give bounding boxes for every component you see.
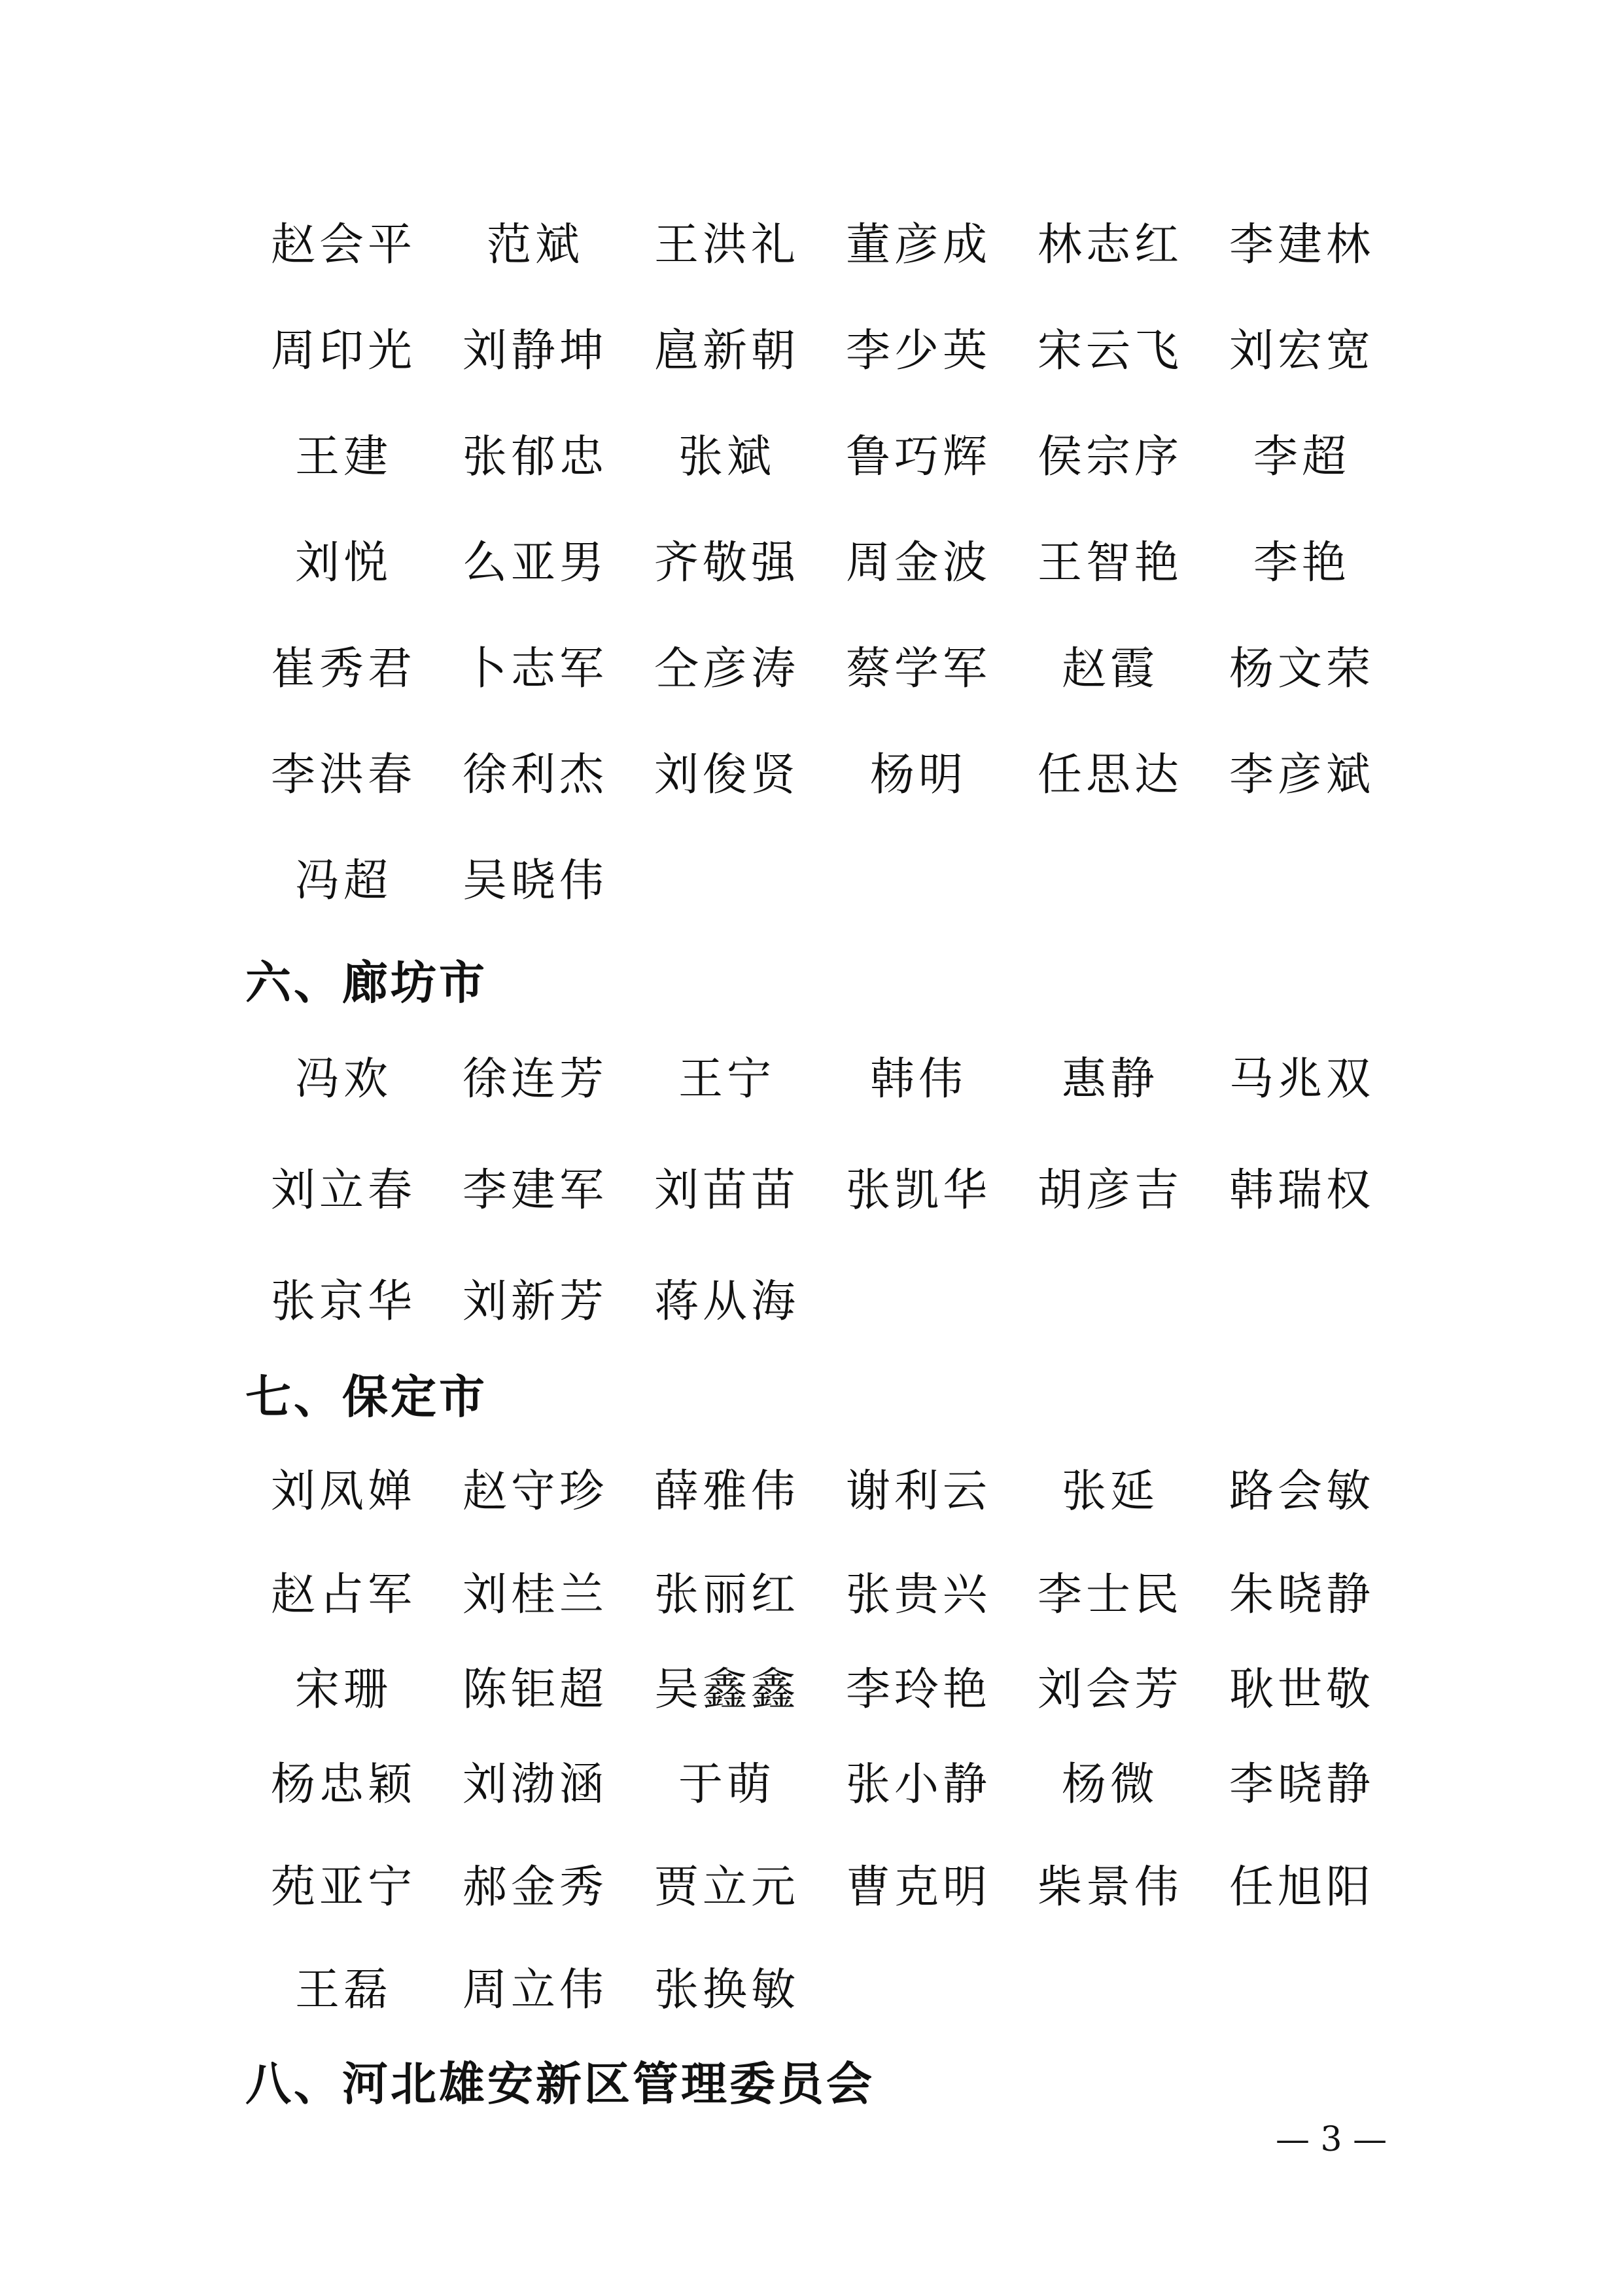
name-entry: 王宁 <box>678 1053 775 1105</box>
name-entry: 周立伟 <box>462 1964 608 2016</box>
name-entry: 李晓静 <box>1229 1759 1374 1810</box>
name-row <box>249 319 1426 384</box>
name-entry: 仝彦涛 <box>654 643 799 695</box>
page-number: — 3 — <box>1276 2120 1387 2159</box>
name-entry: 曹克明 <box>845 1862 991 1913</box>
name-row <box>249 849 1426 914</box>
name-entry: 张换敏 <box>654 1964 799 2016</box>
name-entry: 冯超 <box>294 855 392 907</box>
name-entry: 徐利杰 <box>462 749 608 801</box>
name-entry: 侯宗序 <box>1037 431 1183 483</box>
name-row <box>249 1855 1426 1920</box>
name-entry: 耿世敬 <box>1229 1664 1374 1716</box>
name-entry: 张斌 <box>678 431 775 483</box>
name-entry: 刘俊贤 <box>654 749 799 801</box>
name-entry: 路会敏 <box>1229 1466 1374 1517</box>
name-entry: 薛雅伟 <box>654 1466 799 1517</box>
name-entry: 胡彦吉 <box>1037 1165 1183 1216</box>
name-entry: 吴晓伟 <box>462 855 608 907</box>
name-entry: 张贵兴 <box>845 1569 991 1621</box>
name-entry: 朱晓静 <box>1229 1569 1374 1621</box>
name-row <box>249 531 1426 596</box>
name-row <box>249 1459 1426 1525</box>
name-row <box>249 1657 1426 1723</box>
name-entry: 韩伟 <box>869 1053 967 1105</box>
name-entry: 蒋从海 <box>654 1276 799 1328</box>
name-entry: 吴鑫鑫 <box>654 1664 799 1716</box>
name-entry: 柴景伟 <box>1037 1862 1183 1913</box>
name-entry: 任思达 <box>1037 749 1183 801</box>
name-entry: 冯欢 <box>294 1053 392 1105</box>
name-entry: 王洪礼 <box>654 219 799 271</box>
name-entry: 郝金秀 <box>462 1862 608 1913</box>
name-entry: 宋云飞 <box>1037 325 1183 377</box>
name-entry: 李建林 <box>1229 219 1374 271</box>
name-row <box>249 213 1426 278</box>
name-entry: 刘静坤 <box>462 325 608 377</box>
name-row <box>249 1752 1426 1818</box>
name-entry: 徐连芳 <box>462 1053 608 1105</box>
name-row <box>249 425 1426 490</box>
name-entry: 杨忠颖 <box>270 1759 416 1810</box>
name-entry: 王磊 <box>294 1964 392 2016</box>
name-entry: 李超 <box>1253 431 1350 483</box>
section-heading-baoding: 七、保定市 <box>245 1369 487 1424</box>
name-entry: 宋珊 <box>294 1664 392 1716</box>
name-entry: 赵占军 <box>270 1569 416 1621</box>
name-entry: 扈新朝 <box>654 325 799 377</box>
name-entry: 张凯华 <box>845 1165 991 1216</box>
name-entry: 刘宏宽 <box>1229 325 1374 377</box>
name-entry: 苑亚宁 <box>270 1862 416 1913</box>
name-entry: 李士民 <box>1037 1569 1183 1621</box>
name-entry: 刘会芳 <box>1037 1664 1183 1716</box>
name-entry: 李建军 <box>462 1165 608 1216</box>
name-entry: 贾立元 <box>654 1862 799 1913</box>
name-entry: 杨文荣 <box>1229 643 1374 695</box>
name-entry: 刘渤涵 <box>462 1759 608 1810</box>
name-entry: 李洪春 <box>270 749 416 801</box>
name-row <box>249 1958 1426 2023</box>
name-row <box>249 1269 1426 1335</box>
name-entry: 刘新芳 <box>462 1276 608 1328</box>
name-entry: 韩瑞权 <box>1229 1165 1374 1216</box>
name-entry: 崔秀君 <box>270 643 416 695</box>
name-entry: 赵守珍 <box>462 1466 608 1517</box>
name-entry: 齐敬强 <box>654 537 799 589</box>
name-row <box>249 637 1426 702</box>
name-row <box>249 1158 1426 1224</box>
section-heading-langfang: 六、廊坊市 <box>245 955 487 1010</box>
name-entry: 林志红 <box>1037 219 1183 271</box>
name-row <box>249 1563 1426 1628</box>
name-entry: 刘凤婵 <box>270 1466 416 1517</box>
name-entry: 张小静 <box>845 1759 991 1810</box>
name-entry: 周印光 <box>270 325 416 377</box>
name-entry: 么亚男 <box>462 537 608 589</box>
name-entry: 刘悦 <box>294 537 392 589</box>
name-entry: 于萌 <box>678 1759 775 1810</box>
name-entry: 李艳 <box>1253 537 1350 589</box>
name-entry: 任旭阳 <box>1229 1862 1374 1913</box>
name-entry: 杨微 <box>1061 1759 1159 1810</box>
name-entry: 范斌 <box>486 219 584 271</box>
name-entry: 张丽红 <box>654 1569 799 1621</box>
name-entry: 张京华 <box>270 1276 416 1328</box>
name-entry: 李玲艳 <box>845 1664 991 1716</box>
name-entry: 董彦成 <box>845 219 991 271</box>
name-entry: 刘立春 <box>270 1165 416 1216</box>
name-entry: 刘桂兰 <box>462 1569 608 1621</box>
name-entry: 陈钜超 <box>462 1664 608 1716</box>
name-entry: 王建 <box>294 431 392 483</box>
name-entry: 刘苗苗 <box>654 1165 799 1216</box>
name-row <box>249 743 1426 808</box>
name-entry: 谢利云 <box>845 1466 991 1517</box>
name-entry: 赵霞 <box>1061 643 1159 695</box>
name-entry: 鲁巧辉 <box>845 431 991 483</box>
name-entry: 李少英 <box>845 325 991 377</box>
name-entry: 张郁忠 <box>462 431 608 483</box>
section-heading-xiongan: 八、河北雄安新区管理委员会 <box>245 2057 875 2111</box>
name-entry: 赵会平 <box>270 219 416 271</box>
name-entry: 卜志军 <box>462 643 608 695</box>
name-entry: 马兆双 <box>1229 1053 1374 1105</box>
name-entry: 杨明 <box>869 749 967 801</box>
name-entry: 李彦斌 <box>1229 749 1374 801</box>
name-entry: 张延 <box>1061 1466 1159 1517</box>
name-entry: 周金波 <box>845 537 991 589</box>
name-entry: 惠静 <box>1061 1053 1159 1105</box>
name-entry: 王智艳 <box>1037 537 1183 589</box>
name-entry: 蔡学军 <box>845 643 991 695</box>
name-row <box>249 1047 1426 1112</box>
